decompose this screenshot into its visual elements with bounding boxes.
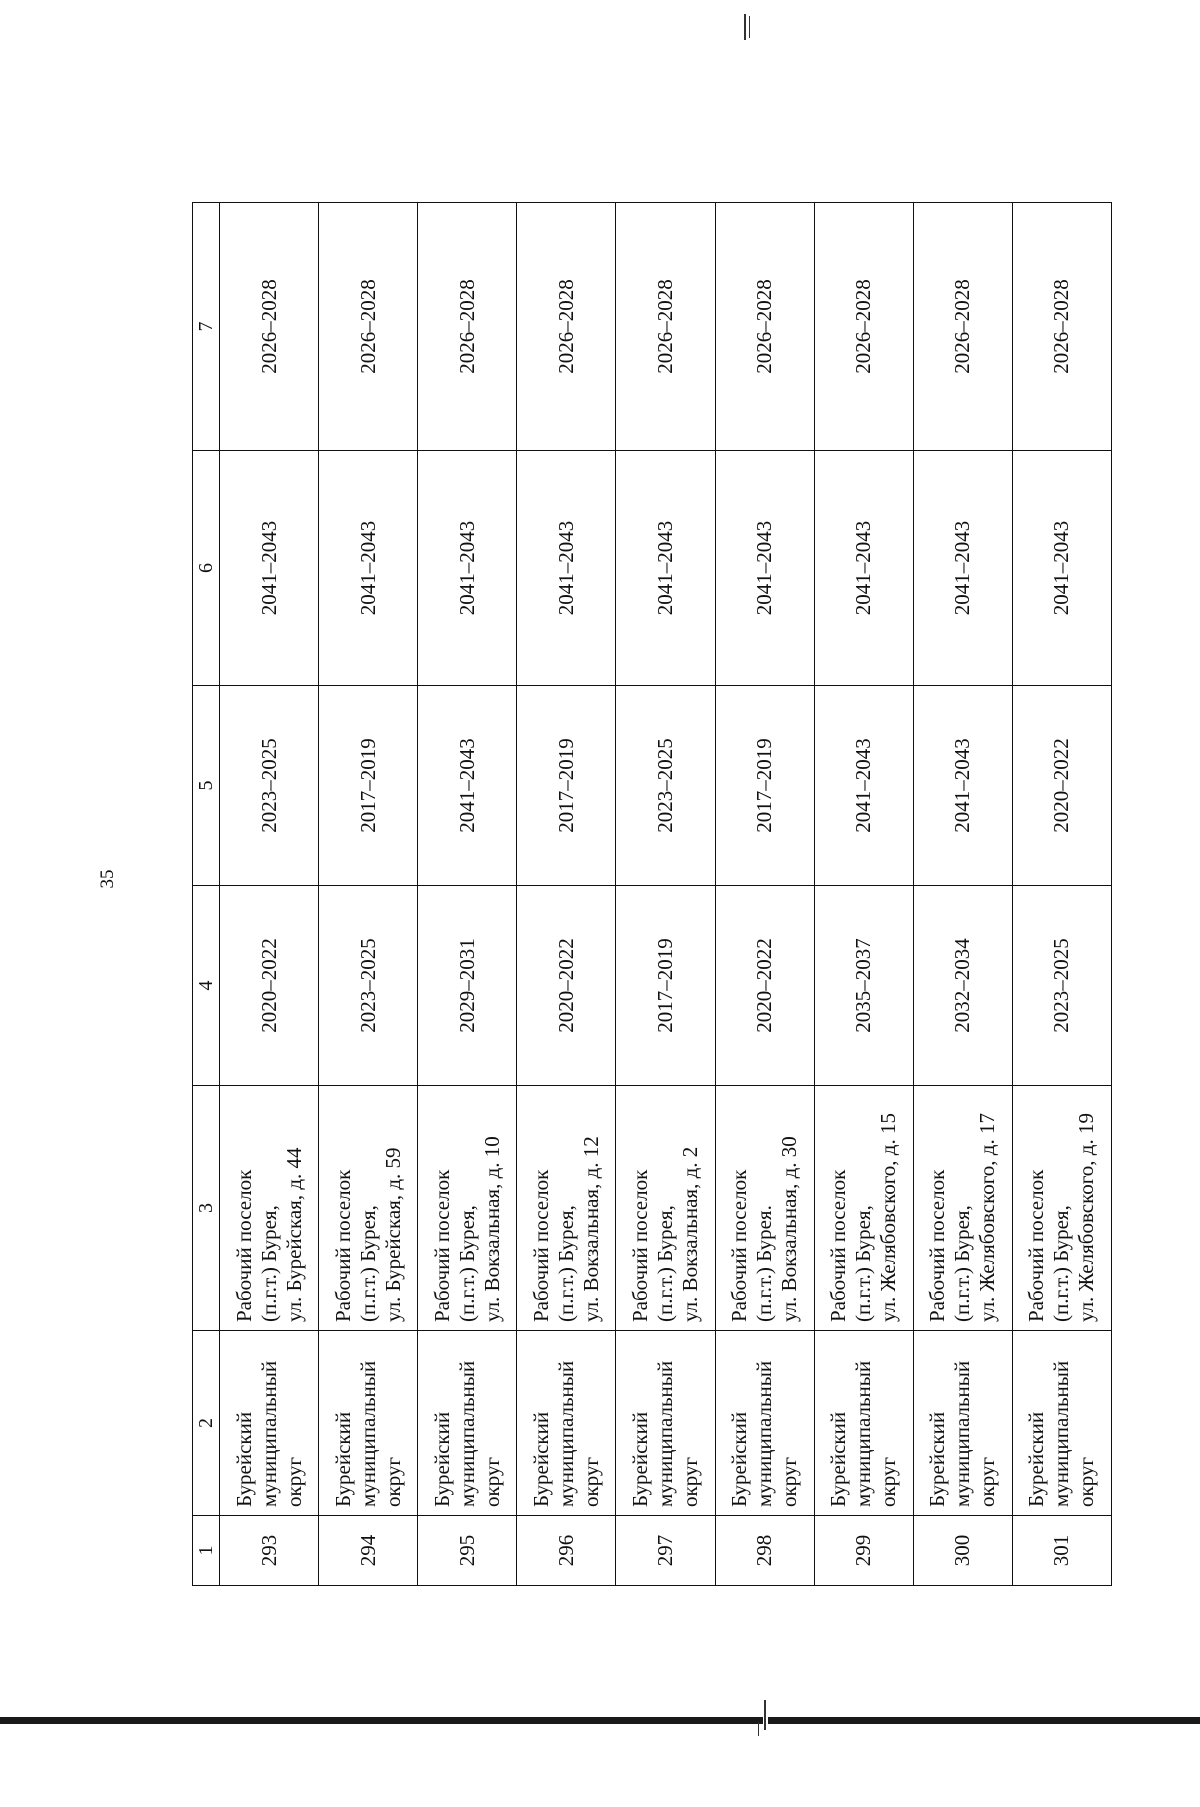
address-cell-line: (п.г.т.) Бурея. <box>752 1205 777 1322</box>
table-row <box>913 203 1012 1586</box>
address-cell <box>418 1086 517 1331</box>
period-cell-7: 2026–2028 <box>1012 203 1111 451</box>
district-cell-line: Бурейский <box>627 1411 652 1507</box>
column-header-2: 2 <box>193 1331 220 1516</box>
district-cell <box>418 1331 517 1516</box>
period-cell-7: 2026–2028 <box>220 203 319 451</box>
district-cell-line: Бурейский <box>826 1411 851 1507</box>
district-cell-line: округ <box>677 1456 702 1507</box>
period-cell-6: 2041–2043 <box>418 451 517 686</box>
district-cell-line: округ <box>1074 1456 1099 1507</box>
address-cell-line: ул. Вокзальная, д. 2 <box>677 1146 702 1322</box>
address-cell-line: Рабочий поселок <box>330 1169 355 1322</box>
address-cell-line: (п.г.т.) Бурея, <box>256 1205 281 1322</box>
table-row <box>814 203 913 1586</box>
period-cell-7: 2026–2028 <box>319 203 418 451</box>
period-cell-5: 2041–2043 <box>814 686 913 886</box>
district-cell <box>814 1331 913 1516</box>
address-cell-line: (п.г.т.) Бурея, <box>950 1205 975 1322</box>
address-cell-line: ул. Вокзальная, д. 30 <box>777 1136 802 1322</box>
period-cell-4: 2020–2022 <box>220 886 319 1086</box>
period-cell-5: 2020–2022 <box>1012 686 1111 886</box>
page-number: 35 <box>97 869 118 889</box>
address-cell-line: (п.г.т.) Бурея, <box>553 1205 578 1322</box>
district-cell-line: округ <box>281 1456 306 1507</box>
district-cell-line: округ <box>578 1456 603 1507</box>
address-cell <box>517 1086 616 1331</box>
row-number-cell: 297 <box>616 1516 715 1586</box>
table-row <box>319 203 418 1586</box>
period-cell-5: 2017–2019 <box>715 686 814 886</box>
address-cell-line: ул. Бурейская, д. 44 <box>281 1147 306 1322</box>
table-row <box>616 203 715 1586</box>
address-cell-line: (п.г.т.) Бурея, <box>652 1205 677 1322</box>
period-cell-6: 2041–2043 <box>319 451 418 686</box>
table-row <box>517 203 616 1586</box>
period-cell-5: 2041–2043 <box>418 686 517 886</box>
scan-mark <box>744 14 746 40</box>
table-row <box>220 203 319 1586</box>
period-cell-7: 2026–2028 <box>418 203 517 451</box>
column-header-3: 3 <box>193 1086 220 1331</box>
address-cell-line: Рабочий поселок <box>1024 1169 1049 1322</box>
district-cell <box>913 1331 1012 1516</box>
period-cell-6: 2041–2043 <box>517 451 616 686</box>
address-cell-line: (п.г.т.) Бурея, <box>851 1205 876 1322</box>
row-number-cell: 298 <box>715 1516 814 1586</box>
period-cell-6: 2041–2043 <box>1012 451 1111 686</box>
column-header-7: 7 <box>193 203 220 451</box>
period-cell-4: 2020–2022 <box>517 886 616 1086</box>
address-cell-line: ул. Желябовского, д. 19 <box>1074 1113 1099 1322</box>
district-cell-line: округ <box>777 1456 802 1507</box>
address-cell <box>1012 1086 1111 1331</box>
period-cell-5: 2023–2025 <box>220 686 319 886</box>
district-cell-line: округ <box>380 1456 405 1507</box>
scan-mark <box>749 16 750 38</box>
period-cell-6: 2041–2043 <box>616 451 715 686</box>
period-cell-7: 2026–2028 <box>517 203 616 451</box>
scan-bottom-edge <box>0 1717 1200 1724</box>
district-cell-line: Бурейский <box>1024 1411 1049 1507</box>
address-cell <box>319 1086 418 1331</box>
district-cell-line: Бурейский <box>330 1411 355 1507</box>
district-cell-line: Бурейский <box>925 1411 950 1507</box>
address-cell-line: (п.г.т.) Бурея, <box>454 1205 479 1322</box>
address-cell <box>220 1086 319 1331</box>
district-cell-line: муниципальный <box>256 1360 281 1507</box>
period-cell-4: 2023–2025 <box>1012 886 1111 1086</box>
row-number-cell: 300 <box>913 1516 1012 1586</box>
district-cell-line: муниципальный <box>355 1360 380 1507</box>
address-cell-line: ул. Вокзальная, д. 12 <box>578 1136 603 1322</box>
row-number-cell: 301 <box>1012 1516 1111 1586</box>
period-cell-4: 2017–2019 <box>616 886 715 1086</box>
period-cell-6: 2041–2043 <box>814 451 913 686</box>
period-cell-4: 2035–2037 <box>814 886 913 1086</box>
district-cell-line: муниципальный <box>652 1360 677 1507</box>
period-cell-7: 2026–2028 <box>814 203 913 451</box>
district-cell-line: муниципальный <box>752 1360 777 1507</box>
district-cell-line: округ <box>975 1456 1000 1507</box>
period-cell-4: 2029–2031 <box>418 886 517 1086</box>
column-header-1: 1 <box>193 1516 220 1586</box>
address-cell-line: Рабочий поселок <box>429 1169 454 1322</box>
address-cell <box>913 1086 1012 1331</box>
period-cell-5: 2041–2043 <box>913 686 1012 886</box>
row-number-cell: 296 <box>517 1516 616 1586</box>
address-cell-line: Рабочий поселок <box>925 1169 950 1322</box>
period-cell-5: 2017–2019 <box>319 686 418 886</box>
period-cell-6: 2041–2043 <box>913 451 1012 686</box>
row-number-cell: 299 <box>814 1516 913 1586</box>
address-cell-line: ул. Желябовского, д. 17 <box>975 1113 1000 1322</box>
district-cell <box>517 1331 616 1516</box>
period-cell-4: 2032–2034 <box>913 886 1012 1086</box>
period-cell-6: 2041–2043 <box>220 451 319 686</box>
district-cell-line: Бурейский <box>727 1411 752 1507</box>
address-cell-line: ул. Бурейская, д. 59 <box>380 1147 405 1322</box>
row-number-cell: 293 <box>220 1516 319 1586</box>
district-cell-line: муниципальный <box>851 1360 876 1507</box>
address-cell-line: ул. Желябовского, д. 15 <box>876 1113 901 1322</box>
district-cell-line: Бурейский <box>231 1411 256 1507</box>
district-cell-line: округ <box>876 1456 901 1507</box>
address-cell-line: (п.г.т.) Бурея, <box>355 1205 380 1322</box>
row-number-cell: 294 <box>319 1516 418 1586</box>
address-cell-line: Рабочий поселок <box>231 1169 256 1322</box>
data-table-container <box>192 203 1112 1586</box>
address-cell-line: (п.г.т.) Бурея, <box>1049 1205 1074 1322</box>
row-number-cell: 295 <box>418 1516 517 1586</box>
address-cell <box>616 1086 715 1331</box>
table-header-row <box>193 203 220 1586</box>
address-cell-line: ул. Вокзальная, д. 10 <box>479 1136 504 1322</box>
table-body <box>220 203 1112 1586</box>
period-cell-6: 2041–2043 <box>715 451 814 686</box>
period-cell-5: 2017–2019 <box>517 686 616 886</box>
period-cell-7: 2026–2028 <box>913 203 1012 451</box>
table-row <box>715 203 814 1586</box>
district-cell-line: округ <box>479 1456 504 1507</box>
district-cell <box>616 1331 715 1516</box>
column-header-5: 5 <box>193 686 220 886</box>
district-cell <box>1012 1331 1111 1516</box>
scan-mark <box>758 1722 759 1736</box>
period-cell-7: 2026–2028 <box>715 203 814 451</box>
district-cell-line: муниципальный <box>454 1360 479 1507</box>
address-cell-line: Рабочий поселок <box>727 1169 752 1322</box>
district-cell-line: муниципальный <box>553 1360 578 1507</box>
column-header-4: 4 <box>193 886 220 1086</box>
period-cell-4: 2020–2022 <box>715 886 814 1086</box>
column-header-6: 6 <box>193 451 220 686</box>
address-cell <box>715 1086 814 1331</box>
period-cell-5: 2023–2025 <box>616 686 715 886</box>
district-cell-line: Бурейский <box>429 1411 454 1507</box>
table-row <box>418 203 517 1586</box>
district-cell <box>715 1331 814 1516</box>
district-cell-line: муниципальный <box>1049 1360 1074 1507</box>
period-cell-7: 2026–2028 <box>616 203 715 451</box>
address-cell-line: Рабочий поселок <box>826 1169 851 1322</box>
scan-mark <box>764 1700 766 1730</box>
district-cell-line: муниципальный <box>950 1360 975 1507</box>
address-cell-line: Рабочий поселок <box>627 1169 652 1322</box>
address-cell-line: Рабочий поселок <box>528 1169 553 1322</box>
period-cell-4: 2023–2025 <box>319 886 418 1086</box>
district-cell <box>319 1331 418 1516</box>
data-table <box>192 202 1112 1586</box>
table-row <box>1012 203 1111 1586</box>
address-cell <box>814 1086 913 1331</box>
district-cell <box>220 1331 319 1516</box>
district-cell-line: Бурейский <box>528 1411 553 1507</box>
